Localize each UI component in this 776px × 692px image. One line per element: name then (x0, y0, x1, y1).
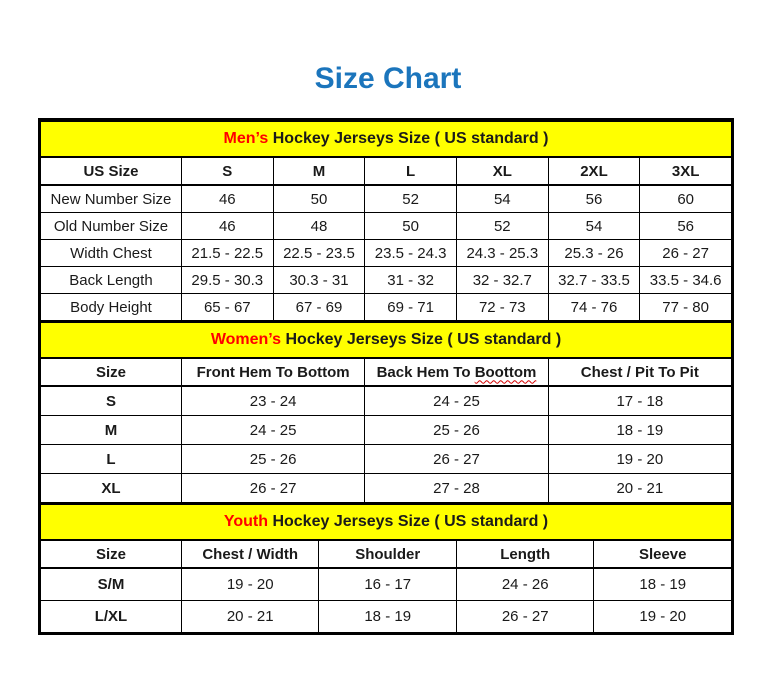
row-label: XL (41, 474, 182, 503)
size-cell: 29.5 - 30.3 (181, 267, 273, 294)
mens-section-heading (41, 121, 732, 157)
row-label: L/XL (41, 601, 182, 633)
column-header-size: Size (41, 358, 182, 386)
row-label: L (41, 445, 182, 474)
table-row (41, 474, 732, 503)
size-cell: 77 - 80 (640, 294, 732, 321)
table-row (41, 416, 732, 445)
size-cell: 19 - 20 (181, 568, 319, 601)
mens-heading-rest: Hockey Jerseys Size ( US standard ) (272, 130, 549, 147)
column-header-us-size: US Size (41, 157, 182, 185)
womens-section-band (41, 322, 732, 358)
size-cell: 52 (456, 213, 548, 240)
column-header-front-hem: Front Hem To Bottom (181, 358, 364, 386)
column-header-size: Size (41, 540, 182, 568)
womens-heading-rest: Hockey Jerseys Size ( US standard ) (285, 331, 562, 348)
size-cell: 22.5 - 23.5 (273, 240, 365, 267)
back-hem-misspelled-word: Boottom (474, 363, 537, 381)
youth-size-table (40, 503, 732, 633)
row-label: New Number Size (41, 185, 182, 213)
size-cell: 54 (548, 213, 640, 240)
size-cell: 25 - 26 (181, 445, 364, 474)
size-cell: 32 - 32.7 (456, 267, 548, 294)
table-row (41, 601, 732, 633)
back-hem-prefix: Back Hem To (376, 363, 471, 381)
size-cell: 60 (640, 185, 732, 213)
womens-section-heading (41, 322, 732, 358)
youth-heading-rest: Hockey Jerseys Size ( US standard ) (272, 513, 549, 530)
size-cell: 27 - 28 (365, 474, 548, 503)
size-cell: 32.7 - 33.5 (548, 267, 640, 294)
womens-heading-highlight: Women’s (210, 331, 282, 348)
row-label: Width Chest (41, 240, 182, 267)
table-row (41, 445, 732, 474)
size-cell: 20 - 21 (548, 474, 731, 503)
column-header-s: S (181, 157, 273, 185)
size-cell: 23.5 - 24.3 (365, 240, 457, 267)
size-cell: 19 - 20 (548, 445, 731, 474)
column-header-sleeve: Sleeve (594, 540, 732, 568)
row-label: S/M (41, 568, 182, 601)
womens-size-table (40, 321, 732, 503)
mens-section-band (41, 121, 732, 157)
row-label: Body Height (41, 294, 182, 321)
size-cell: 50 (273, 185, 365, 213)
column-header-chest-width: Chest / Width (181, 540, 319, 568)
row-label: M (41, 416, 182, 445)
size-cell: 24 - 25 (365, 386, 548, 416)
table-row (41, 294, 732, 321)
size-cell: 50 (365, 213, 457, 240)
size-cell: 25.3 - 26 (548, 240, 640, 267)
size-cell: 30.3 - 31 (273, 267, 365, 294)
size-cell: 24 - 25 (181, 416, 364, 445)
column-header-back-hem (365, 358, 548, 386)
size-cell: 74 - 76 (548, 294, 640, 321)
row-label: Back Length (41, 267, 182, 294)
mens-size-table (40, 120, 732, 321)
mens-heading-highlight: Men’s (223, 130, 269, 147)
table-row (41, 568, 732, 601)
size-cell: 54 (456, 185, 548, 213)
table-row (41, 386, 732, 416)
size-cell: 46 (181, 213, 273, 240)
column-header-2xl: 2XL (548, 157, 640, 185)
youth-section-heading (41, 504, 732, 540)
size-cell: 31 - 32 (365, 267, 457, 294)
size-cell: 67 - 69 (273, 294, 365, 321)
size-cell: 26 - 27 (365, 445, 548, 474)
size-cell: 69 - 71 (365, 294, 457, 321)
size-cell: 65 - 67 (181, 294, 273, 321)
size-cell: 23 - 24 (181, 386, 364, 416)
column-header-xl: XL (456, 157, 548, 185)
column-header-3xl: 3XL (640, 157, 732, 185)
column-header-m: M (273, 157, 365, 185)
table-row (41, 240, 732, 267)
row-label: Old Number Size (41, 213, 182, 240)
size-cell: 52 (365, 185, 457, 213)
column-header-shoulder: Shoulder (319, 540, 457, 568)
womens-header-row (41, 358, 732, 386)
youth-section-band (41, 504, 732, 540)
size-cell: 33.5 - 34.6 (640, 267, 732, 294)
size-cell: 18 - 19 (319, 601, 457, 633)
mens-header-row (41, 157, 732, 185)
page-title: Size Chart (314, 62, 462, 95)
size-cell: 17 - 18 (548, 386, 731, 416)
size-cell: 19 - 20 (594, 601, 732, 633)
column-header-l: L (365, 157, 457, 185)
size-cell: 25 - 26 (365, 416, 548, 445)
size-cell: 18 - 19 (594, 568, 732, 601)
size-cell: 26 - 27 (181, 474, 364, 503)
size-cell: 24 - 26 (456, 568, 594, 601)
size-cell: 46 (181, 185, 273, 213)
size-cell: 48 (273, 213, 365, 240)
column-header-length: Length (456, 540, 594, 568)
table-row (41, 213, 732, 240)
size-cell: 18 - 19 (548, 416, 731, 445)
size-cell: 24.3 - 25.3 (456, 240, 548, 267)
youth-heading-highlight: Youth (223, 513, 268, 530)
youth-header-row (41, 540, 732, 568)
table-row (41, 185, 732, 213)
row-label: S (41, 386, 182, 416)
size-cell: 21.5 - 22.5 (181, 240, 273, 267)
size-cell: 26 - 27 (456, 601, 594, 633)
size-cell: 16 - 17 (319, 568, 457, 601)
column-header-chest-pit: Chest / Pit To Pit (548, 358, 731, 386)
table-row (41, 267, 732, 294)
size-cell: 56 (640, 213, 732, 240)
size-cell: 20 - 21 (181, 601, 319, 633)
size-cell: 26 - 27 (640, 240, 732, 267)
size-cell: 72 - 73 (456, 294, 548, 321)
size-cell: 56 (548, 185, 640, 213)
size-chart (38, 118, 734, 635)
